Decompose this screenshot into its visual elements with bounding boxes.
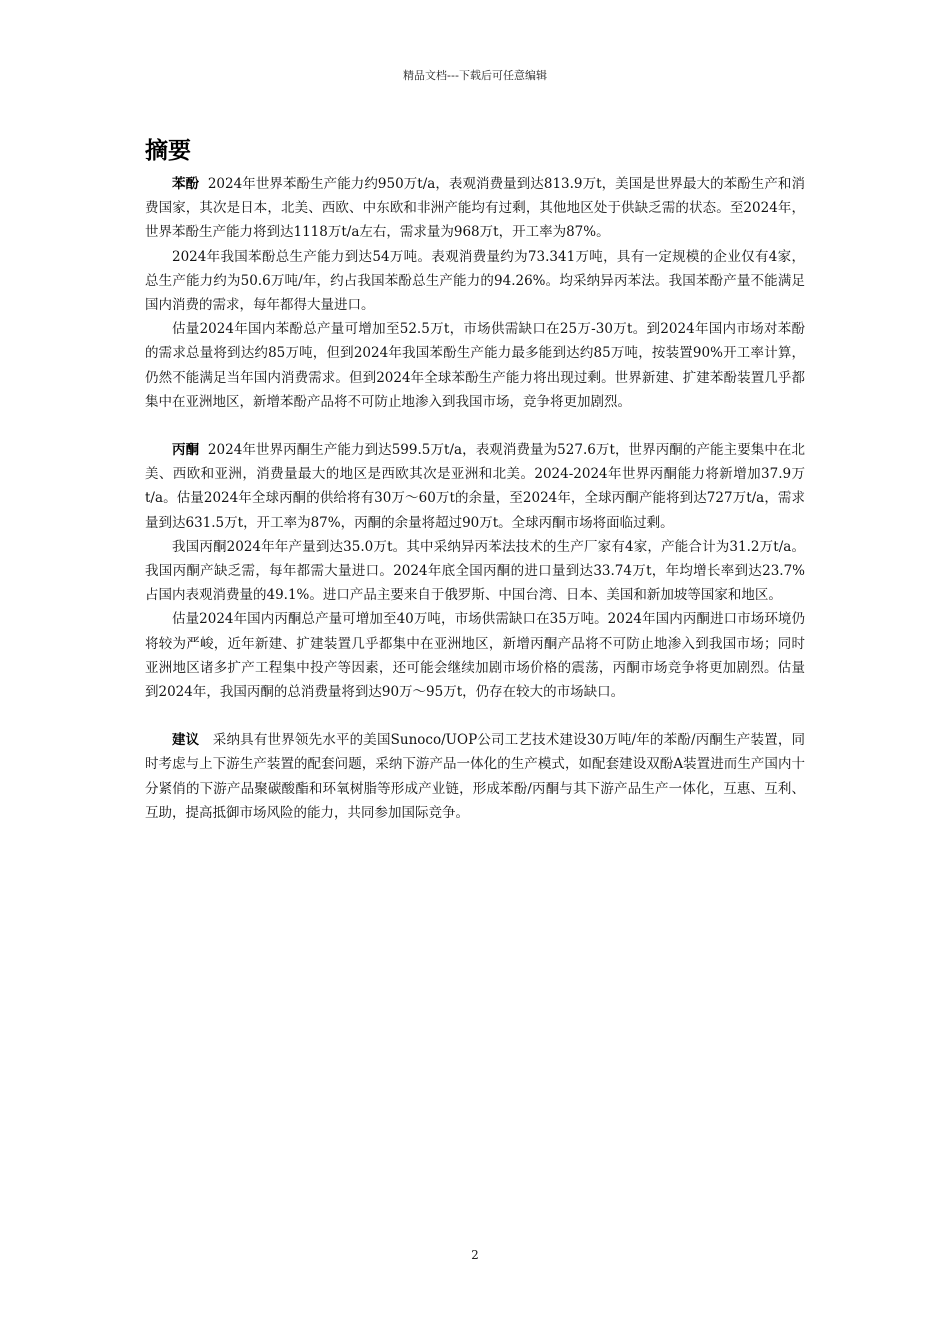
acetone-paragraph-1 [145,438,805,535]
acetone-lead: 丙酮 [172,442,200,459]
phenol-paragraph-1 [145,172,805,245]
recommendation-lead: 建议 [172,732,200,749]
acetone-paragraph-2: 我国丙酮2024年年产量到达35.0万t。其中采纳异丙苯法技术的生产厂家有4家，产能合计为31.2万t/a。我国丙酮产缺乏需，每年都需大量进口。2024年底全国丙酮的进口量到达33.74万t，年均增长率到达23.7%占国内表观消费量的49.1%。进口产品主要来自于俄罗斯、中国台湾、日本、美国和新加坡等国家和地区。 [145,538,805,604]
recommendation-paragraph [145,728,805,825]
section-spacer [145,414,805,438]
section-phenol [145,172,805,414]
acetone-paragraph-1-text: 2024年世界丙酮生产能力到达599.5万t/a，表观消费量为527.6万t，世界丙酮的产能主要集中在北美、西欧和亚洲，消费量最大的地区是西欧其次是亚洲和北美。2024-2024年世界丙酮能力将新增加37.9万t/a。估量2024年全球丙酮的供给将有30万～60万t的余量，至2024年，全球丙酮产能将到达727万t/a，需求量到达631.5万t，开工率为87%，丙酮的余量将超过90万t。全球丙酮市场将面临过剩。 [145,442,806,531]
phenol-lead: 苯酚 [172,176,200,192]
phenol-paragraph-3: 估量2024年国内苯酚总产量可增加至52.5万t，市场供需缺口在25万-30万t。到2024年国内市场对苯酚的需求总量将到达约85万吨，但到2024年我国苯酚生产能力最多能到达约85万吨，按装置90%开工率计算，仍然不能满足当年国内消费需求。但到2024年全球苯酚生产能力将出现过剩。世界新建、扩建苯酚装置几乎都集中在亚洲地区，新增苯酚产品将不可防止地渗入到我国市场，竞争将更加剧烈。 [145,321,805,410]
document-body [145,134,805,825]
section-recommendation [145,728,805,825]
page-title: 摘要 [145,138,191,164]
acetone-paragraph-3: 估量2024年国内丙酮总产量可增加至40万吨，市场供需缺口在35万吨。2024年国内丙酮进口市场环境仍将较为严峻，近年新建、扩建装置几乎都集中在亚洲地区，新增丙酮产品将不可防止地渗入到我国市场；同时亚洲地区诸多扩产工程集中投产等因素，还可能会继续加剧市场价格的震荡，丙酮市场竞争将更加剧烈。估量到2024年，我国丙酮的总消费量将到达90万～95万t，仍存在较大的市场缺口。 [145,611,805,701]
page-number: 2 [471,1248,479,1262]
phenol-paragraph-2: 2024年我国苯酚总生产能力到达54万吨。表观消费量约为73.341万吨，具有一定规模的企业仅有4家，总生产能力约为50.6万吨/年，约占我国苯酚总生产能力的94.26%。均采纳异丙苯法。我国苯酚产量不能满足国内消费的需求，每年都得大量进口。 [145,248,805,314]
phenol-paragraph-1-text: 2024年世界苯酚生产能力约950万t/a，表观消费量到达813.9万t，美国是世界最大的苯酚生产和消费国家，其次是日本，北美、西欧、中东欧和非洲产能均有过剩，其他地区处于供缺乏需的状态。至2024年，世界苯酚生产能力将到达1118万t/a左右，需求量为968万t，开工率为87%。 [145,176,805,241]
section-spacer [145,704,805,728]
page-header: 精品文档---下载后可任意编辑 [403,69,547,82]
recommendation-paragraph-text: 采纳具有世界领先水平的美国Sunoco/UOP公司工艺技术建设30万吨/年的苯酚/丙酮生产装置，同时考虑与上下游生产装置的配套问题，采纳下游产品一体化的生产模式，如配套建设双酚A装置进而生产国内十分紧俏的下游产品聚碳酸酯和环氧树脂等形成产业链，形成苯酚/丙酮与其下游产品生产一体化，互惠、互利、互助，提高抵御市场风险的能力，共同参加国际竞争。 [145,732,806,821]
section-acetone [145,438,805,704]
